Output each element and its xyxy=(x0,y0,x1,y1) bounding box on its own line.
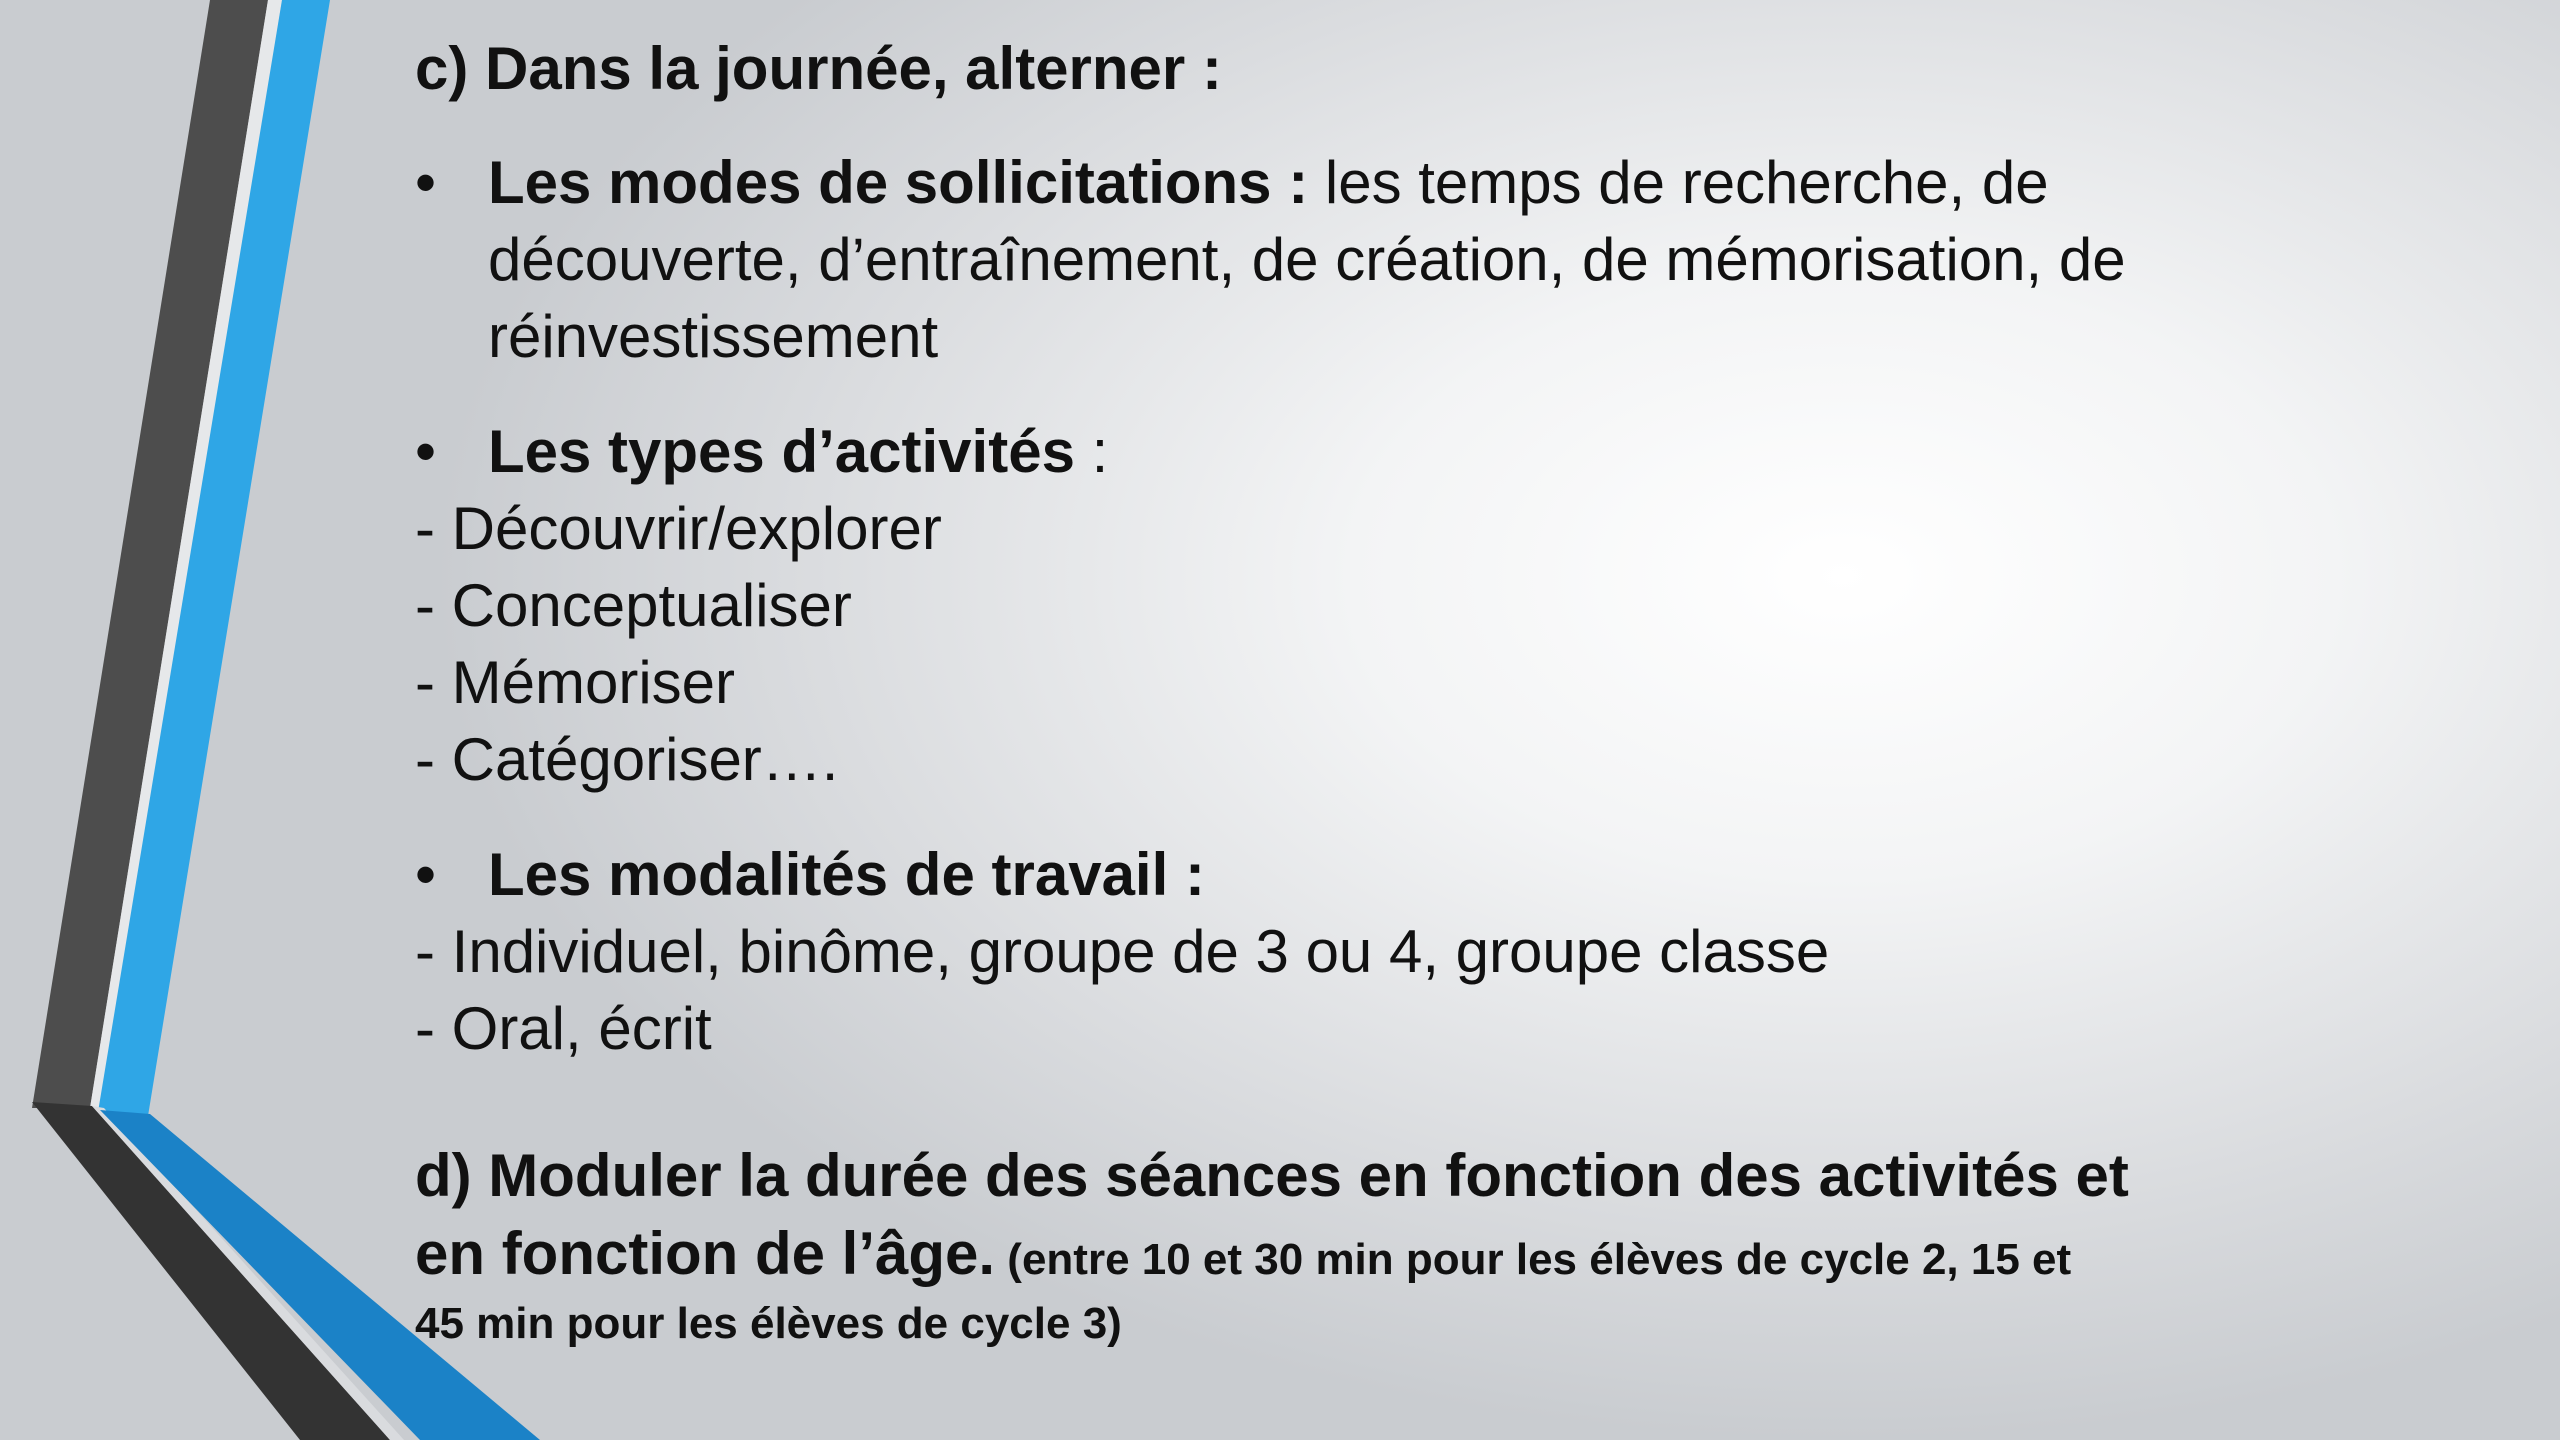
types-suffix: : xyxy=(1074,418,1109,485)
sollicitations-label: Les modes de sollicitations : xyxy=(488,149,1309,216)
bullet-types xyxy=(415,413,2295,490)
types-item: - Catégoriser…. xyxy=(415,726,839,793)
modalites-item: - Individuel, binôme, groupe de 3 ou 4, groupe classe xyxy=(415,918,1830,985)
section-d-note-2: 45 min pour les élèves de cycle 3) xyxy=(415,1299,1122,1348)
bullet-dot: • xyxy=(415,149,437,216)
sollicitations-text-1: les temps de recherche, de xyxy=(1308,149,2049,216)
types-item: - Découvrir/explorer xyxy=(415,495,942,562)
stripe-light-diagonal xyxy=(92,1106,404,1440)
section-d-note-1: (entre 10 et 30 min pour les élèves de cycle 2, 15 et xyxy=(995,1235,2072,1284)
bullet-dot: • xyxy=(415,418,437,485)
heading-section-d-line2 xyxy=(415,1215,2295,1293)
modalites-label: Les modalités de travail : xyxy=(488,841,1205,908)
sollicitations-text-3: réinvestissement xyxy=(488,303,939,370)
bullet-dot: • xyxy=(415,841,437,908)
types-item: - Mémoriser xyxy=(415,649,736,716)
heading-section-c: c) Dans la journée, alterner : xyxy=(415,35,1222,102)
sollicitations-text-2: découverte, d’entraînement, de création, de mémorisation, de xyxy=(488,226,2126,293)
bullet-sollicitations xyxy=(415,144,2295,375)
modalites-item: - Oral, écrit xyxy=(415,995,712,1062)
heading-section-d-line1: d) Moduler la durée des séances en fonction des activités et xyxy=(415,1142,2129,1209)
section-d-main: en fonction de l’âge. xyxy=(415,1220,996,1287)
bullet-modalites xyxy=(415,836,2295,913)
slide-content xyxy=(415,30,2295,1355)
types-label: Les types d’activités xyxy=(488,418,1075,485)
types-item: - Conceptualiser xyxy=(415,572,852,639)
